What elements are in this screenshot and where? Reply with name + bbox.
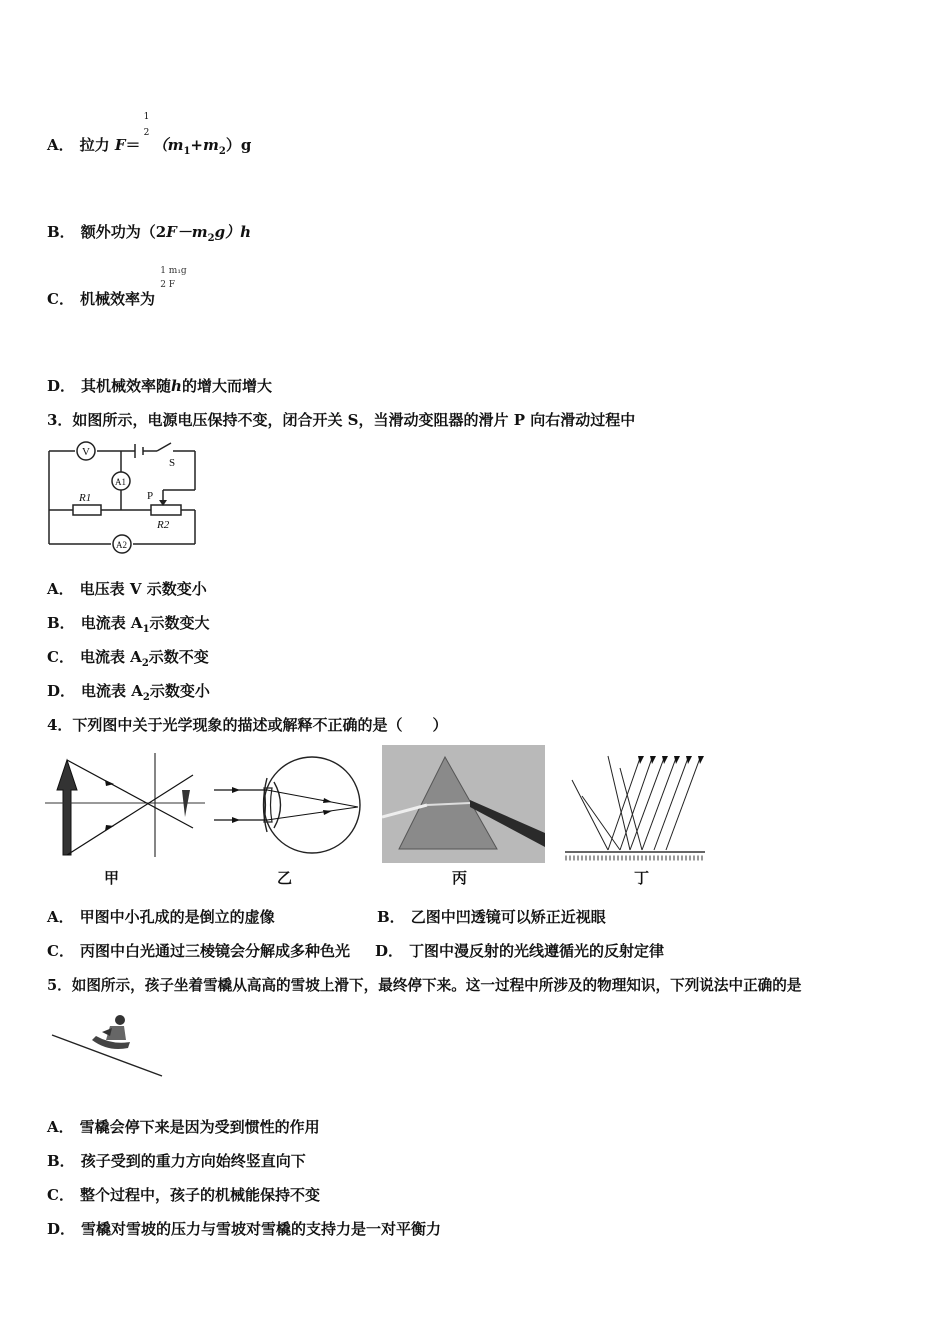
option-label: C． [47,1186,74,1204]
figure-label-yi: 乙 [277,869,293,887]
diffuse-reflection-figure [560,748,710,863]
option-label: A． [47,1118,74,1136]
option-text: 示数变大 [149,614,210,632]
q4-stem: 4．下列图中关于光学现象的描述或解释不正确的是（ ） [47,716,448,734]
option-text: 示数不变 [148,648,209,666]
eye-lens-figure [212,750,370,862]
q5-option-c [47,1184,320,1205]
option-label: B． [377,908,405,926]
option-text: 额外功为（2 [80,223,167,241]
slider-p-label: P [147,490,154,502]
q5-option-d [47,1218,441,1239]
q4-option-d [375,940,664,961]
subscript: 2 [141,658,149,669]
q3-stem: 3．如图所示，电源电压保持不变，闭合开关 S，当滑动变阻器的滑片 P 向右滑动过程中 [47,411,636,429]
option-label: B． [47,614,75,632]
subscript: 1 [142,624,150,635]
voltmeter-label: V [82,446,90,458]
subscript: 2 [218,146,226,157]
pinhole-figure [45,745,205,865]
option-text: 机械效率为 [79,290,155,308]
option-text: 孩子受到的重力方向始终竖直向下 [80,1152,306,1170]
option-label: A． [47,136,74,154]
option-text: 丁图中漫反射的光线遵循光的反射定律 [409,942,665,960]
option-label: C． [47,648,74,666]
q3-option-a [47,578,207,599]
fraction-numerator: 1 m₁g [160,266,187,276]
option-text: 整个过程中，孩子的机械能保持不变 [79,1186,320,1204]
resistor-r1-label: R1 [79,492,92,504]
option-text: 其机械效率随 [81,377,172,395]
ammeter-a1-label: A1 [115,477,126,487]
option-text: 拉力 [79,136,110,154]
variable-f: F [166,223,177,241]
option-text: 甲图中小孔成的是倒立的虚像 [79,908,275,926]
q4-option-b [377,906,606,927]
option-label: B． [47,1152,75,1170]
option-label: D． [47,1220,76,1238]
q2-option-a [47,112,252,157]
q2-option-b [47,221,251,244]
fraction-one-half [141,112,153,150]
fraction-numerator: 1 [143,112,150,122]
option-text: 丙图中白光通过三棱镜会分解成多种色光 [79,942,350,960]
q2-option-c [47,266,200,309]
option-label: D． [47,682,76,700]
subscript: 1 [183,146,191,157]
option-label: A． [47,580,74,598]
option-label: D． [375,942,404,960]
option-text: 乙图中凹透镜可以矫正近视眼 [410,908,606,926]
option-label: C． [47,290,74,308]
formula-part: ）g [225,136,252,154]
switch-label: S [169,457,176,469]
q3-option-c [47,646,209,669]
prism-figure [382,745,545,863]
option-text: 电流表 A [79,648,142,666]
q2-option-d [47,375,272,396]
q3-option-b [47,612,210,635]
option-label: A． [47,908,74,926]
subscript: 2 [142,692,150,703]
formula-part: g） [214,223,241,241]
q4-option-c [47,940,350,961]
formula-part: （m [152,136,184,154]
figure-label-bing: 丙 [452,869,468,887]
q3-option-d [47,680,210,703]
option-text: 电流表 A [80,614,143,632]
option-label: C． [47,942,74,960]
q5-option-b [47,1150,306,1171]
option-text: 电流表 A [81,682,143,700]
formula-part: －m [176,223,208,241]
q5-stem: 5．如图所示，孩子坐着雪橇从高高的雪坡上滑下，最终停下来。这一过程中所涉及的物理知识，下列说法中正确的是 [47,977,802,994]
fraction-denominator: 2 [143,128,150,138]
figure-label-jia: 甲 [104,869,120,887]
resistor-r2-label: R2 [157,519,170,531]
ammeter-a2-label: A2 [116,540,127,550]
option-text: 雪橇会停下来是因为受到惯性的作用 [79,1118,320,1136]
q4-option-a [47,906,275,927]
q5-option-a [47,1116,320,1137]
fraction-denominator: 2 F [160,280,176,290]
variable-h: h [240,223,252,241]
variable-h: h [171,377,182,395]
formula-part: +m [190,136,219,154]
option-text: 的增大而增大 [181,377,272,395]
option-text: 示数变小 [149,682,210,700]
option-label: D． [47,377,76,395]
subscript: 2 [207,233,215,244]
efficiency-fraction [160,266,200,304]
figure-label-ding: 丁 [634,869,650,887]
circuit-diagram [45,440,205,555]
sled-slope-figure [50,1010,165,1080]
variable-f: F [114,136,126,154]
equals-sign: ＝ [125,136,141,154]
option-label: B． [47,223,75,241]
option-text: 雪橇对雪坡的压力与雪坡对雪橇的支持力是一对平衡力 [81,1220,442,1238]
option-text: 电压表 V 示数变小 [79,580,207,598]
